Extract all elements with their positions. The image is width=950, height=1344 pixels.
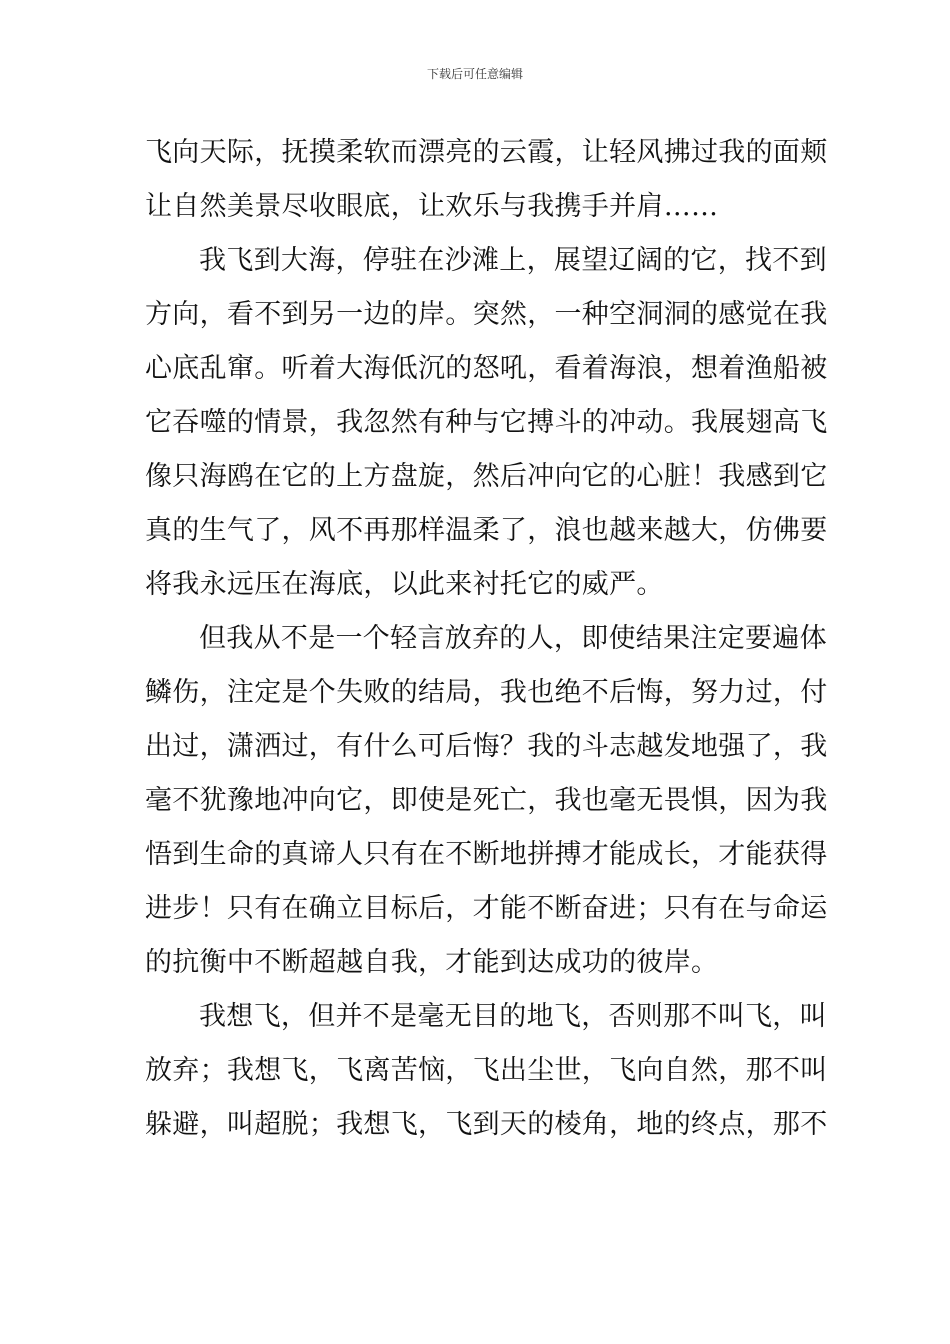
text-line: 毫不犹豫地冲向它，即使是死亡，我也毫无畏惧，因为我: [145, 785, 828, 816]
text-line: 像只海鸥在它的上方盘旋，然后冲向它的心脏！我感到它: [145, 461, 828, 492]
text-line: 进步！只有在确立目标后，才能不断奋进；只有在与命运: [145, 893, 828, 924]
text-line: 放弃；我想飞，飞离苦恼，飞出尘世，飞向自然，那不叫: [145, 1055, 828, 1086]
text-line: 让自然美景尽收眼底，让欢乐与我携手并肩……: [145, 191, 719, 222]
text-line: 的抗衡中不断超越自我，才能到达成功的彼岸。: [145, 947, 719, 978]
page-header: 下载后可任意编辑: [426, 67, 523, 81]
text-line: 出过，潇洒过，有什么可后悔？我的斗志越发地强了，我: [145, 731, 828, 762]
paragraph-start-line: 我飞到大海，停驻在沙滩上，展望辽阔的它，找不到: [199, 245, 827, 276]
paragraph-start-line: 但我从不是一个轻言放弃的人，即使结果注定要遍体: [199, 623, 827, 654]
text-line: 悟到生命的真谛人只有在不断地拼搏才能成长，才能获得: [145, 839, 828, 870]
text-line: 躲避，叫超脱；我想飞，飞到天的棱角，地的终点，那不: [145, 1109, 828, 1140]
text-line: 鳞伤，注定是个失败的结局，我也绝不后悔，努力过，付: [145, 677, 828, 708]
text-line: 将我永远压在海底，以此来衬托它的威严。: [145, 569, 664, 600]
text-line: 飞向天际，抚摸柔软而漂亮的云霞，让轻风拂过我的面颊: [145, 137, 828, 168]
document-body: [145, 126, 828, 1152]
text-line: 心底乱窜。听着大海低沉的怒吼，看着海浪，想着渔船被: [145, 353, 828, 384]
paragraph-start-line: 我想飞，但并不是毫无目的地飞，否则那不叫飞，叫: [199, 1001, 827, 1032]
text-line: 它吞噬的情景，我忽然有种与它搏斗的冲动。我展翅高飞: [145, 407, 828, 438]
text-line: 方向，看不到另一边的岸。突然，一种空洞洞的感觉在我: [145, 299, 828, 330]
text-line: 真的生气了，风不再那样温柔了，浪也越来越大，仿佛要: [145, 515, 828, 546]
